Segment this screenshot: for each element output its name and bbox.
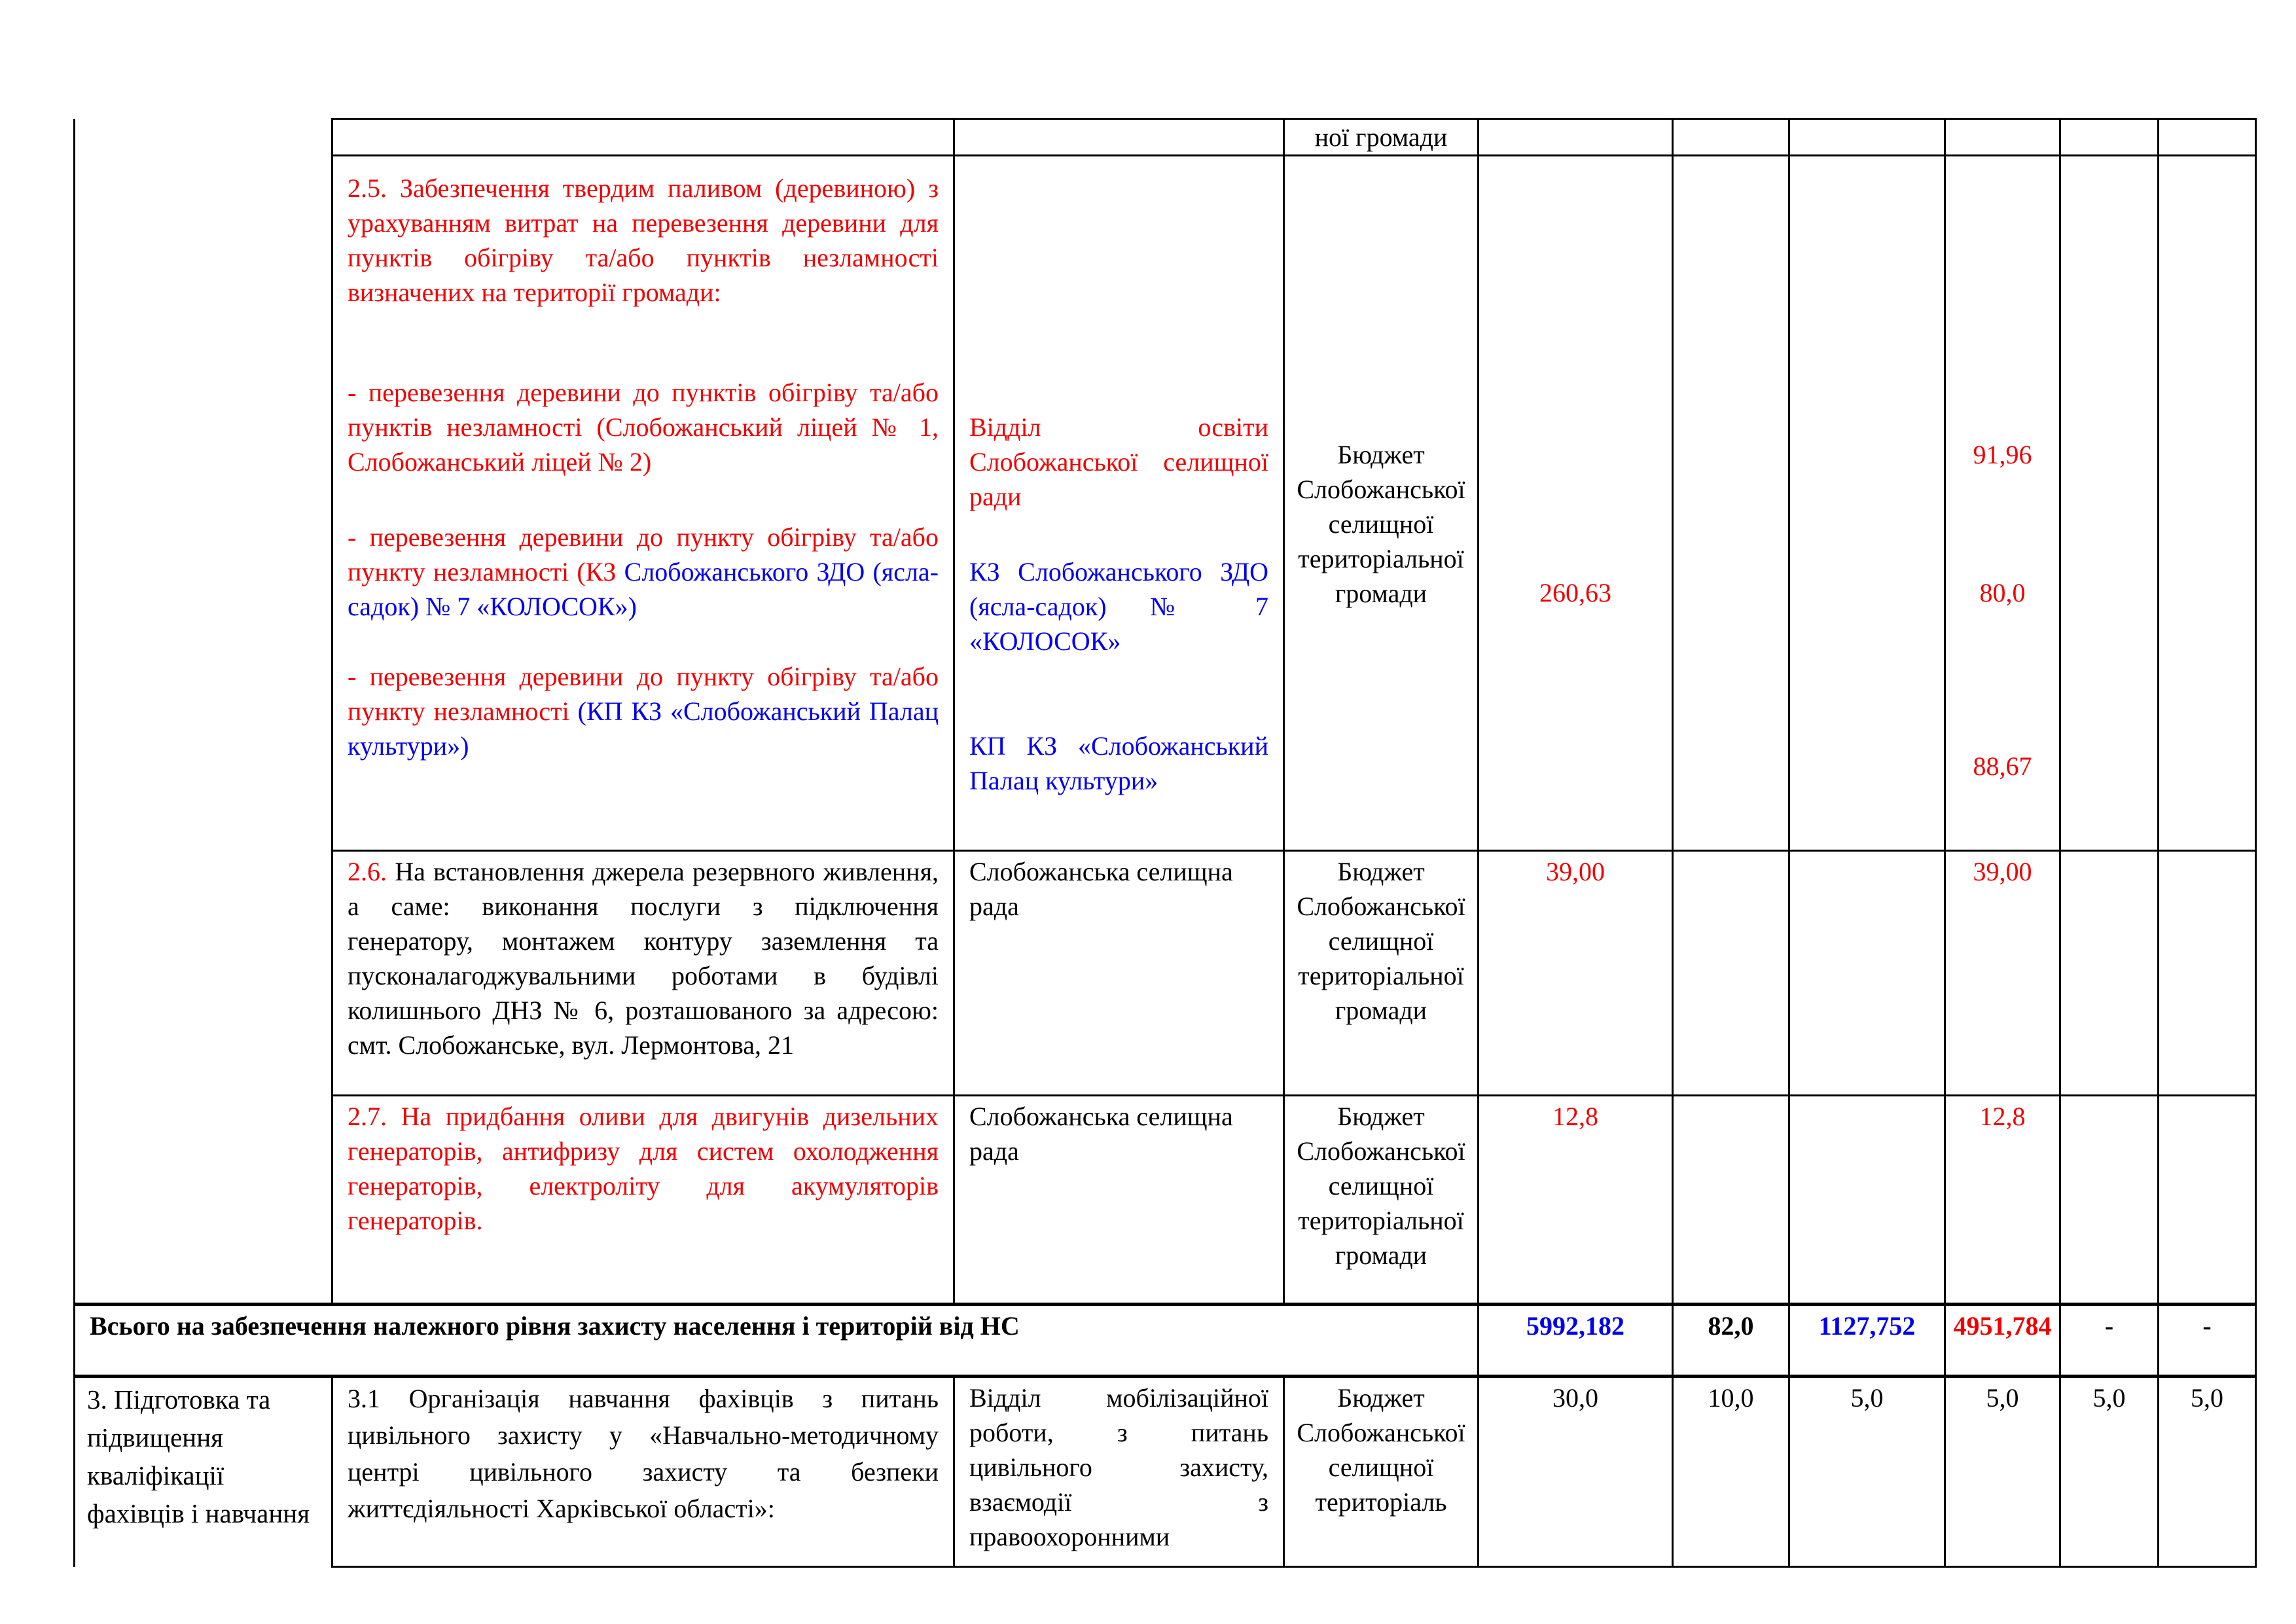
measure-title: 2.5. Забезпечення твердим паливом (деревиною) з урахуванням витрат на перевезення деревини для пунктів обігріву та/або пунктів незламності визначених на території громади: — [348, 173, 939, 307]
summary-row — [75, 1305, 2256, 1377]
budget-cell: Бюджет Слобожанської селищної територіальної громади — [1284, 1096, 1479, 1305]
table-row-2-5 — [75, 156, 2256, 851]
total-cell: 260,63 — [1479, 156, 1673, 851]
total-cell: 30,0 — [1479, 1377, 1673, 1567]
measure-item-2: - перевезення деревини до пункту обігріву та/або пункту незламності (КЗ Слобожанського ЗДО (ясла-садок) № 7 «КОЛОСОК») — [348, 522, 939, 621]
measure-item-1: - перевезення деревини до пунктів обігріву та/або пунктів незламності (Слобожанський ліцей № 1, Слобожанський ліцей № 2) — [348, 378, 939, 477]
budget-cell: Бюджет Слобожанської селищної територіаль — [1284, 1377, 1479, 1567]
amount-cell: 12,8 — [1945, 1096, 2060, 1305]
budget-cell: ної громади — [1284, 119, 1479, 156]
executor-cell: Відділ мобілізаційної роботи, з питань цивільного захисту, взаємодії з правоохоронними — [954, 1377, 1284, 1567]
summary-label: Всього на забезпечення належного рівня захисту населення і територій від НС — [75, 1305, 1479, 1377]
executor-cell: Слобожанська селищна рада — [954, 1096, 1284, 1305]
summary-c6: 82,0 — [1673, 1305, 1789, 1377]
measure-cell — [332, 156, 954, 851]
table-row-2-6 — [75, 851, 2256, 1096]
measure-cell: 2.7. На придбання оливи для двигунів дизельних генераторів, антифризу для систем охолодження генераторів, електроліту для акумуляторів генераторів. — [332, 1096, 954, 1305]
amount-c10: 5,0 — [2159, 1377, 2256, 1567]
amount-c8: 5,0 — [1945, 1377, 2060, 1567]
amount-cell: 91,96 80,0 88,67 — [1945, 156, 2060, 851]
summary-c10: - — [2159, 1305, 2256, 1377]
amount-cell: 39,00 — [1945, 851, 2060, 1096]
executor-cell: Слобожанська селищна рада — [954, 851, 1284, 1096]
measure-cell: 2.6. На встановлення джерела резервного живлення, а саме: виконання послуги з підключення генератору, монтажем контуру заземлення та пусконалагоджувальними роботами в будівлі колишнього ДНЗ № 6, розташованого за адресою: смт. Слобожанське, вул. Лермонтова, 21 — [332, 851, 954, 1096]
measure-item-3: - перевезення деревини до пункту обігріву та/або пункту незламності (КП КЗ «Слобожанський Палац культури») — [348, 662, 939, 761]
summary-total: 5992,182 — [1479, 1305, 1673, 1377]
table-row-fragment — [75, 119, 2256, 156]
measure-cell: 3.1 Організація навчання фахівців з питань цивільного захисту у «Навчально-методичному центрі цивільного захисту та безпеки життєдіяльності Харківської області»: — [332, 1377, 954, 1567]
total-cell: 39,00 — [1479, 851, 1673, 1096]
amount-c6: 10,0 — [1673, 1377, 1789, 1567]
summary-c7: 1127,752 — [1789, 1305, 1945, 1377]
budget-cell: Бюджет Слобожанської селищної територіальної громади — [1284, 851, 1479, 1096]
executor-cell: Відділ освіти Слобожанської селищної ради КЗ Слобожанського ЗДО (ясла-садок) № 7 «КОЛОСОК» КП КЗ «Слобожанський Палац культури» — [954, 156, 1284, 851]
summary-c9: - — [2060, 1305, 2159, 1377]
total-cell: 12,8 — [1479, 1096, 1673, 1305]
budget-cell: Бюджет Слобожанської селищної територіальної громади — [1284, 156, 1479, 851]
programme-table — [73, 118, 2257, 1568]
section-cell: 3. Підготовка та підвищення кваліфікації фахівців і навчання — [75, 1377, 332, 1567]
section-cell-empty — [75, 119, 332, 1305]
summary-c8: 4951,784 — [1945, 1305, 2060, 1377]
amount-c7: 5,0 — [1789, 1377, 1945, 1567]
amount-c9: 5,0 — [2060, 1377, 2159, 1567]
table-row-2-7 — [75, 1096, 2256, 1305]
table-row-3-1 — [75, 1377, 2256, 1567]
